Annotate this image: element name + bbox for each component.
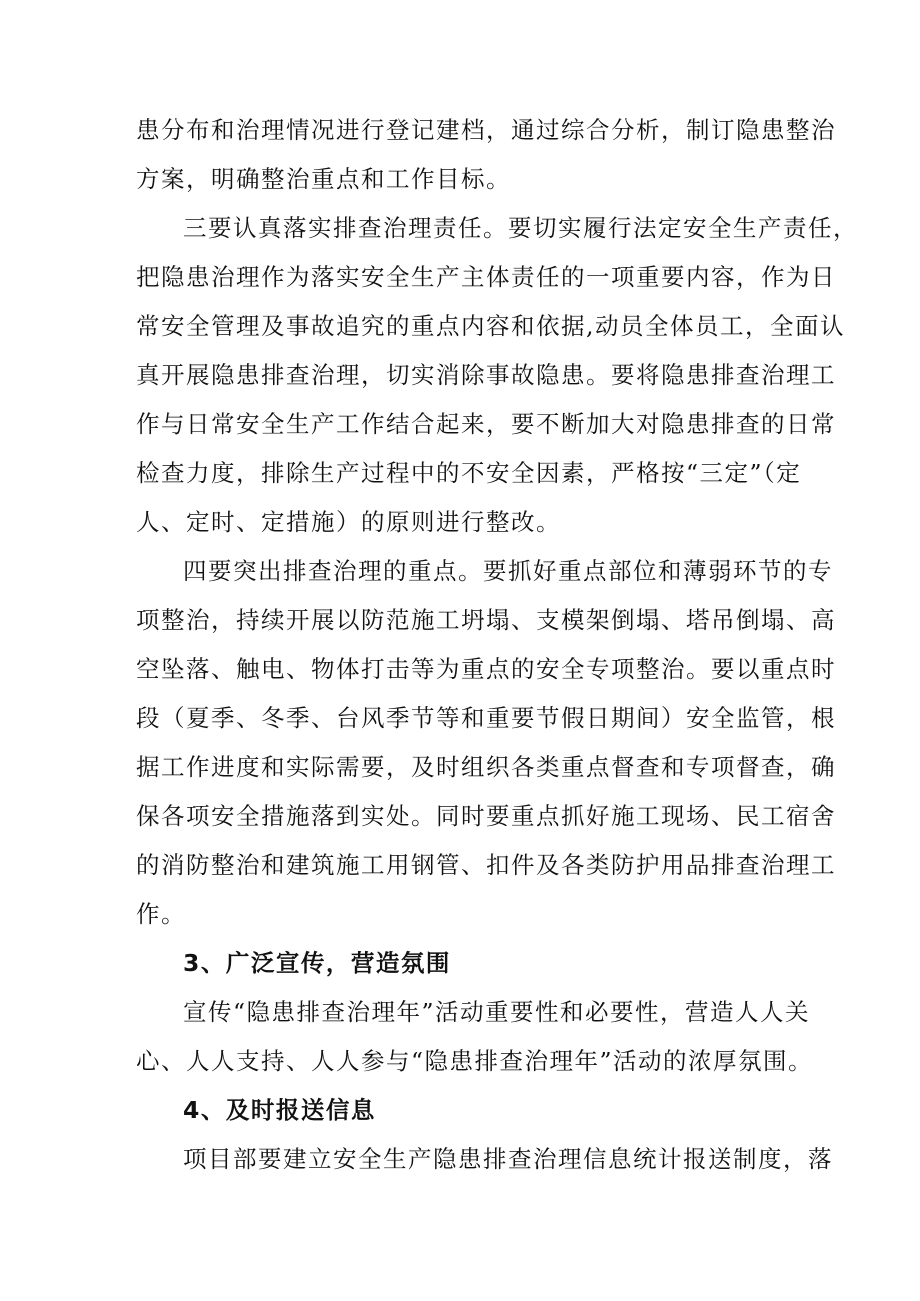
section-heading: 4、及时报送信息 xyxy=(183,1096,376,1124)
body-text-line: 项目部要建立安全生产隐患排查治理信息统计报送制度，落 xyxy=(183,1145,833,1173)
section-heading: 3、广泛宣传，营造氛围 xyxy=(183,949,451,977)
body-text-line: 把隐患治理作为落实安全生产主体责任的一项重要内容，作为日 xyxy=(136,263,836,291)
body-text-line: 患分布和治理情况进行登记建档，通过综合分析，制订隐患整治 xyxy=(136,116,836,144)
body-text-line: 的消防整治和建筑施工用钢管、扣件及各类防护用品排查治理工 xyxy=(136,851,836,879)
body-text-line: 方案，明确整治重点和工作目标。 xyxy=(136,165,511,193)
body-text-line: 人、定时、定措施）的原则进行整改。 xyxy=(136,508,561,536)
body-text-line: 段（夏季、冬季、台风季节等和重要节假日期间）安全监管，根 xyxy=(136,704,836,732)
body-text-line: 真开展隐患排查治理，切实消除事故隐患。要将隐患排查治理工 xyxy=(136,361,836,389)
body-text-line: 心、人人支持、人人参与“隐患排查治理年”活动的浓厚氛围。 xyxy=(136,1047,814,1075)
body-text-line: 作。 xyxy=(136,900,186,928)
body-text-line: 据工作进度和实际需要，及时组织各类重点督查和专项督查，确 xyxy=(136,753,836,781)
body-text-line: 保各项安全措施落到实处。同时要重点抓好施工现场、民工宿舍 xyxy=(136,802,836,830)
body-text-line: 作与日常安全生产工作结合起来，要不断加大对隐患排查的日常 xyxy=(136,410,836,438)
body-text-line: 项整治，持续开展以防范施工坍塌、支模架倒塌、塔吊倒塌、高 xyxy=(136,606,836,634)
body-text-line: 宣传“隐患排查治理年”活动重要性和必要性，营造人人关 xyxy=(183,998,811,1026)
body-text-line: 四要突出排查治理的重点。要抓好重点部位和薄弱环节的专 xyxy=(183,557,833,585)
body-text-line: 空坠落、触电、物体打击等为重点的安全专项整治。要以重点时 xyxy=(136,655,836,683)
body-text-line: 常安全管理及事故追究的重点内容和依据,动员全体员工，全面认 xyxy=(136,312,845,340)
body-text-line: 三要认真落实排查治理责任。要切实履行法定安全生产责任， xyxy=(183,214,858,242)
body-text-line: 检查力度，排除生产过程中的不安全因素，严格按“三定”（定 xyxy=(136,459,802,487)
